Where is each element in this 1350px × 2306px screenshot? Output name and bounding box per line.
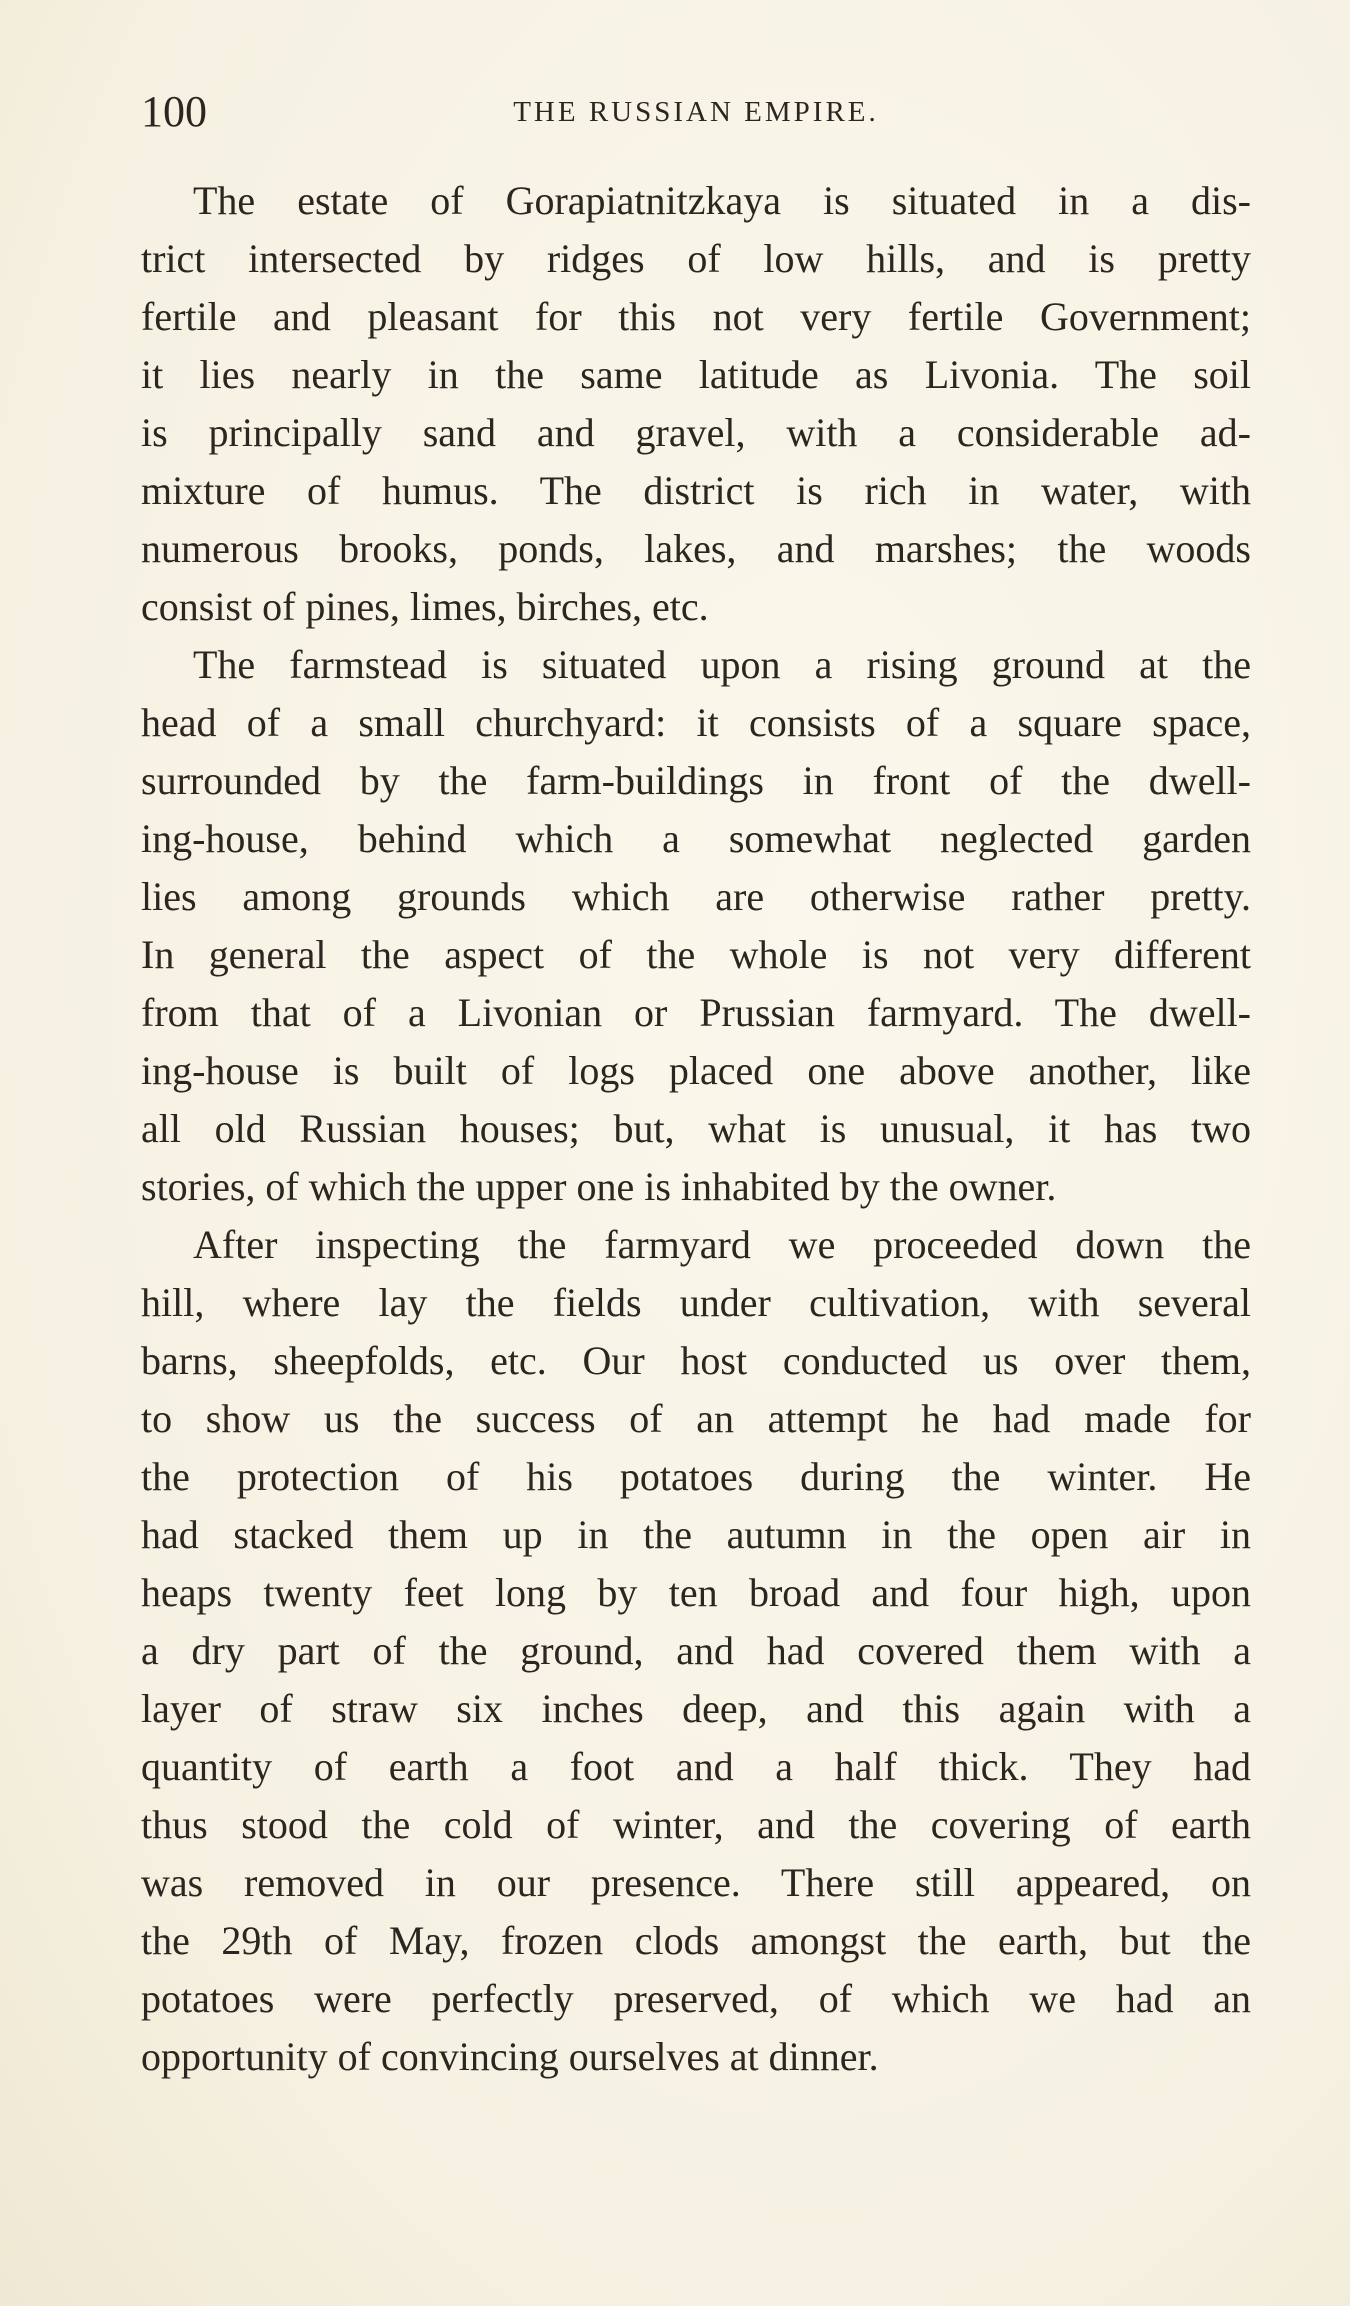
text-line: lies among grounds which are otherwise rather pretty.	[141, 874, 1251, 919]
text-line: stories, of which the upper one is inhabited by the owner.	[141, 1164, 1057, 1209]
text-line: layer of straw six inches deep, and this again with a	[141, 1686, 1251, 1731]
text-line: head of a small churchyard: it consists of a square space,	[141, 700, 1251, 745]
text-line: After inspecting the farmyard we proceeded down the	[193, 1222, 1251, 1267]
text-line: the protection of his potatoes during the winter. He	[141, 1454, 1251, 1499]
text-line: from that of a Livonian or Prussian farmyard. The dwell-	[141, 990, 1251, 1035]
text-line: The estate of Gorapiatnitzkaya is situated in a dis-	[193, 178, 1251, 223]
text-line: consist of pines, limes, birches, etc.	[141, 584, 709, 629]
text-line: is principally sand and gravel, with a considerable ad-	[141, 410, 1251, 455]
page-number: 100	[141, 87, 207, 136]
text-line: numerous brooks, ponds, lakes, and marshes; the woods	[141, 526, 1251, 571]
text-line: the 29th of May, frozen clods amongst the earth, but the	[141, 1918, 1251, 1963]
text-line: mixture of humus. The district is rich in water, with	[141, 468, 1251, 513]
text-line: fertile and pleasant for this not very fertile Government;	[141, 294, 1251, 339]
text-line: heaps twenty feet long by ten broad and four high, upon	[141, 1570, 1251, 1615]
text-line: trict intersected by ridges of low hills, and is pretty	[141, 236, 1251, 281]
text-line: had stacked them up in the autumn in the open air in	[141, 1512, 1251, 1557]
running-head: THE RUSSIAN EMPIRE.	[513, 96, 879, 128]
text-line: ing-house is built of logs placed one above another, like	[141, 1048, 1251, 1093]
text-line: thus stood the cold of winter, and the covering of earth	[141, 1802, 1251, 1847]
text-line: barns, sheepfolds, etc. Our host conducted us over them,	[141, 1338, 1251, 1383]
text-line: to show us the success of an attempt he had made for	[141, 1396, 1251, 1441]
text-line: was removed in our presence. There still appeared, on	[141, 1860, 1251, 1905]
text-line: potatoes were perfectly preserved, of which we had an	[141, 1976, 1251, 2021]
page-header	[141, 82, 1251, 142]
text-line: In general the aspect of the whole is not very different	[141, 932, 1251, 977]
text-line: opportunity of convincing ourselves at dinner.	[141, 2034, 879, 2079]
text-line: surrounded by the farm-buildings in front of the dwell-	[141, 758, 1251, 803]
text-line: The farmstead is situated upon a rising ground at the	[193, 642, 1251, 687]
text-line: ing-house, behind which a somewhat neglected garden	[141, 816, 1251, 861]
text-line: quantity of earth a foot and a half thick. They had	[141, 1744, 1251, 1789]
text-line: hill, where lay the fields under cultivation, with several	[141, 1280, 1251, 1325]
text-line: a dry part of the ground, and had covered them with a	[141, 1628, 1251, 1673]
text-line: all old Russian houses; but, what is unusual, it has two	[141, 1106, 1251, 1151]
text-line: it lies nearly in the same latitude as Livonia. The soil	[141, 352, 1251, 397]
body-text	[141, 172, 1251, 2086]
